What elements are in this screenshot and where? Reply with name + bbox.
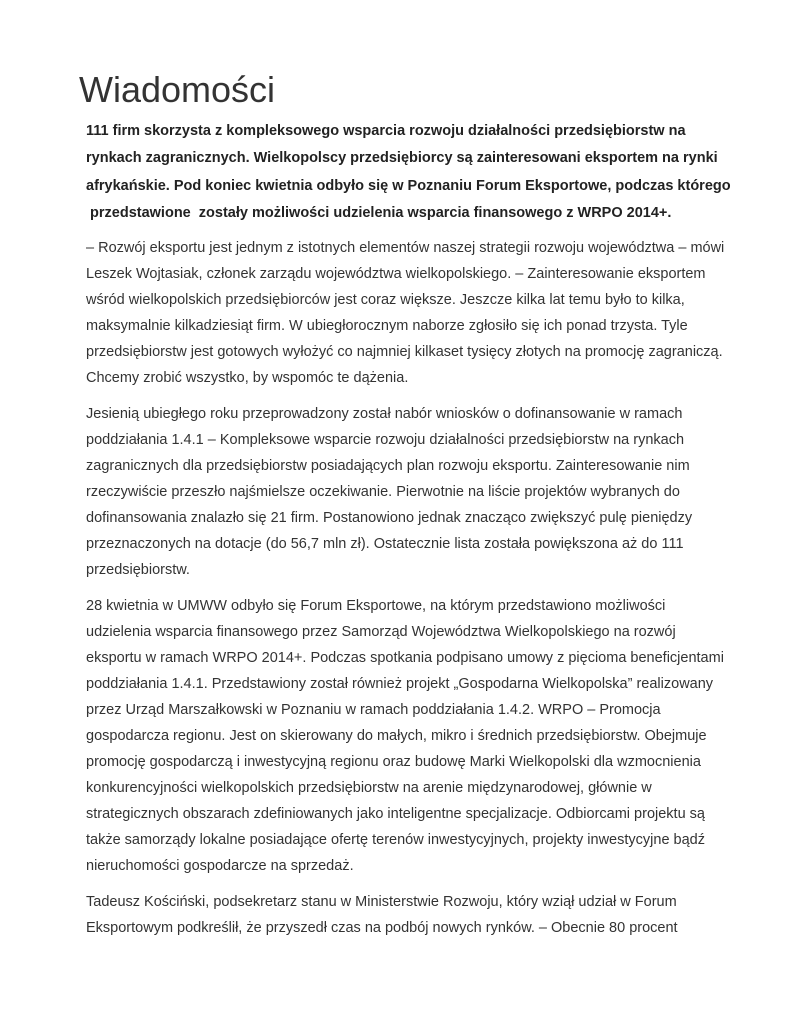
text-line: maksymalnie kilkadziesiąt firm. W ubiegłorocznym naborze zgłosiło się ich ponad trzysta. Tyle [86, 318, 688, 335]
text-line: Chcemy zrobić wszystko, by wspomóc te dążenia. [86, 370, 409, 387]
lead-line: 111 firm skorzysta z kompleksowego wsparcia rozwoju działalności przedsiębiorstw na [86, 123, 686, 139]
article-body [86, 118, 731, 951]
text-line: Tadeusz Kościński, podsekretarz stanu w Ministerstwie Rozwoju, który wziął udział w Forum [86, 894, 677, 911]
text-line: wśród wielkopolskich przedsiębiorców jest coraz większe. Jeszcze kilka lat temu było to kilka, [86, 292, 685, 309]
text-line: konkurencyjności wielkopolskich przedsiębiorstw na arenie międzynarodowej, głównie w [86, 780, 652, 797]
text-line: Leszek Wojtasiak, członek zarządu województwa wielkopolskiego. – Zainteresowanie eksportem [86, 266, 706, 283]
text-line: zagranicznych dla przedsiębiorstw posiadających plan rozwoju eksportu. Zainteresowanie nim [86, 458, 690, 475]
text-line: poddziałania 1.4.1 – Kompleksowe wsparcie rozwoju działalności przedsiębiorstw na rynkach [86, 432, 685, 449]
body-paragraph-1 [86, 235, 725, 391]
text-line: strategicznych obszarach zdefiniowanych jako inteligentne specjalizacje. Odbiorcami projektu są [86, 806, 705, 823]
body-paragraph-3 [86, 593, 724, 879]
text-line: Jesienią ubiegłego roku przeprowadzony został nabór wniosków o dofinansowanie w ramach [86, 406, 683, 423]
lead-line: przedstawione zostały możliwości udzielenia wsparcia finansowego z WRPO 2014+. [86, 204, 672, 221]
text-line: rzeczywiście przeszło najśmielsze oczekiwanie. Pierwotnie na liście projektów wybranych do [86, 484, 680, 501]
text-line: przeznaczonych na dotacje (do 56,7 mln zł). Ostatecznie lista została powiększona aż do 111 [86, 536, 684, 553]
text-line: udzielenia wsparcia finansowego przez Samorząd Województwa Wielkopolskiego na rozwój [86, 624, 676, 641]
lead-paragraph [86, 118, 731, 227]
text-line: przedsiębiorstw jest gotowych wyłożyć co najmniej kilkaset tysięcy złotych na promocję zagraniczą. [86, 344, 723, 361]
text-line: – Rozwój eksportu jest jednym z istotnych elementów naszej strategii rozwoju województwa – mówi [86, 240, 725, 257]
text-line: promocję gospodarczą i inwestycyjną regionu oraz budowę Marki Wielkopolski dla wzmocnienia [86, 754, 701, 771]
text-line: przedsiębiorstw. [86, 562, 190, 579]
text-line: Eksportowym podkreślił, że przyszedł czas na podbój nowych rynków. – Obecnie 80 procent [86, 920, 678, 937]
text-line: także samorządy lokalne posiadające ofertę terenów inwestycyjnych, projekty inwestycyjne bądź [86, 832, 705, 849]
text-line: nieruchomości gospodarcze na sprzedaż. [86, 858, 354, 875]
lead-line: rynkach zagranicznych. Wielkopolscy przedsiębiorcy są zainteresowani eksportem na rynki [86, 150, 718, 167]
text-line: poddziałania 1.4.1. Przedstawiony został również projekt „Gospodarna Wielkopolska” realizowany [86, 676, 714, 693]
text-line: przez Urząd Marszałkowski w Poznaniu w ramach poddziałania 1.4.2. WRPO – Promocja [86, 702, 661, 719]
body-paragraph-4 [86, 889, 714, 941]
text-line: gospodarcza regionu. Jest on skierowany do małych, mikro i średnich przedsiębiorstw. Obejmuje [86, 728, 707, 745]
text-line: dofinansowania znalazło się 21 firm. Postanowiono jednak znacząco zwiększyć pulę pieniędzy [86, 510, 693, 527]
body-paragraph-2 [86, 401, 714, 583]
page-title: Wiadomości [79, 69, 276, 110]
text-line: 28 kwietnia w UMWW odbyło się Forum Eksportowe, na którym przedstawiono możliwości [86, 598, 666, 615]
text-line: eksportu w ramach WRPO 2014+. Podczas spotkania podpisano umowy z pięcioma beneficjentami [86, 650, 724, 667]
lead-line: afrykańskie. Pod koniec kwietnia odbyło się w Poznaniu Forum Eksportowe, podczas którego [86, 177, 731, 194]
